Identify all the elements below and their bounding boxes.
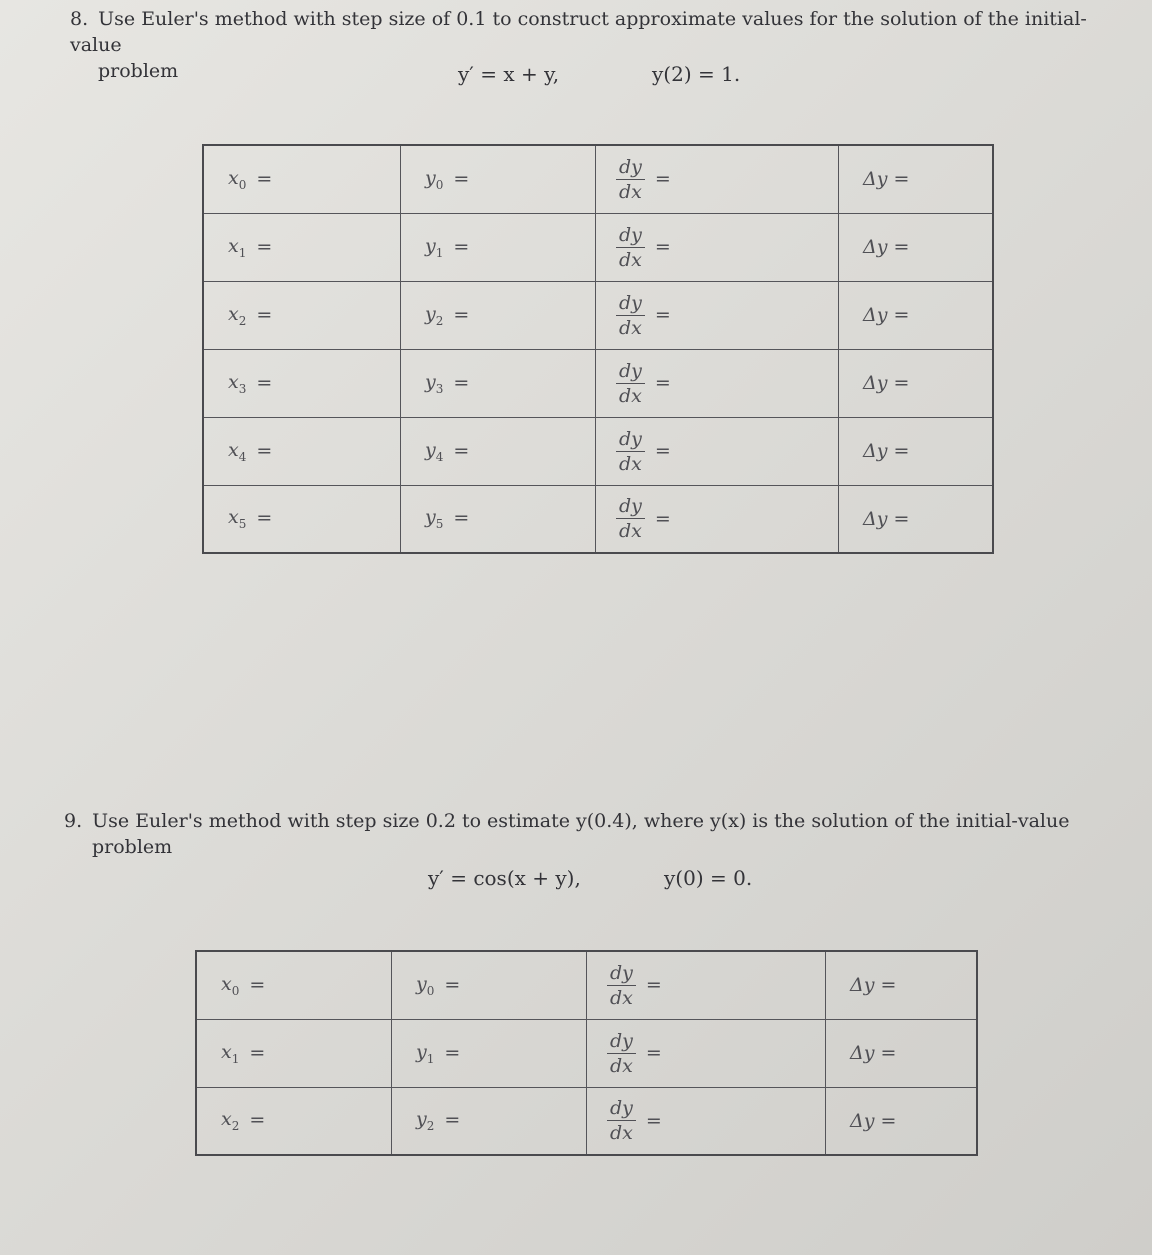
dx-denominator: dx — [619, 248, 642, 271]
y-symbol: y — [425, 166, 436, 189]
x-value-cell[interactable] — [203, 213, 401, 281]
delta-y-cell[interactable] — [839, 349, 994, 417]
dx-denominator: dx — [619, 384, 642, 407]
x-value-cell[interactable] — [203, 417, 401, 485]
dydx-cell[interactable] — [596, 349, 839, 417]
y-value-cell[interactable] — [401, 281, 596, 349]
x-label — [228, 302, 247, 328]
equals-sign: = — [453, 371, 470, 394]
y-subscript: 5 — [435, 517, 444, 532]
y-symbol: y — [416, 1040, 427, 1063]
y-subscript: 2 — [435, 313, 444, 328]
y-subscript: 0 — [426, 983, 435, 998]
x-value-cell[interactable] — [203, 281, 401, 349]
x-subscript: 4 — [238, 449, 247, 464]
dydx-fraction — [607, 962, 636, 1009]
problem-8-initial-condition: y(2) = 1. — [652, 62, 741, 86]
dydx-cell[interactable] — [587, 951, 826, 1019]
problem-8-equation — [0, 62, 1152, 92]
problem-9-text: Use Euler's method with step size 0.2 to estimate y(0.4), where y(x) is the solution of the initial-value — [92, 810, 1070, 832]
delta-y-label: Δy = — [850, 974, 897, 997]
problem-9-euler-table — [195, 950, 978, 1156]
dydx-fraction — [607, 1097, 636, 1144]
equals-sign: = — [249, 973, 266, 996]
y-label — [425, 166, 444, 192]
table-row — [203, 145, 993, 213]
equals-sign: = — [453, 507, 470, 530]
y-symbol: y — [425, 302, 436, 325]
x-value-cell[interactable] — [203, 485, 401, 553]
x-subscript: 2 — [238, 313, 247, 328]
dy-numerator: dy — [616, 156, 645, 180]
dydx-fraction — [616, 292, 645, 339]
x-label — [228, 506, 247, 532]
problem-8-euler-table — [202, 144, 994, 554]
equals-sign: = — [256, 507, 273, 530]
delta-y-cell[interactable] — [826, 1019, 978, 1087]
x-symbol: x — [228, 166, 239, 189]
dydx-cell[interactable] — [596, 281, 839, 349]
y-label — [425, 506, 444, 532]
table-row — [203, 281, 993, 349]
table-row — [203, 349, 993, 417]
equals-sign: = — [256, 235, 273, 258]
equals-sign: = — [645, 1109, 662, 1132]
equals-sign: = — [453, 167, 470, 190]
x-symbol: x — [221, 1040, 232, 1063]
equals-sign: = — [654, 507, 671, 530]
problem-8-line2: problem — [98, 60, 179, 82]
dy-numerator: dy — [616, 292, 645, 316]
equals-sign: = — [444, 973, 461, 996]
equals-sign: = — [444, 1109, 461, 1132]
x-label — [228, 438, 247, 464]
delta-y-cell[interactable] — [839, 417, 994, 485]
y-label — [425, 370, 444, 396]
dydx-fraction — [616, 428, 645, 475]
delta-y-label: Δy = — [850, 1109, 897, 1132]
dydx-cell[interactable] — [596, 485, 839, 553]
y-label — [425, 438, 444, 464]
table-row — [196, 1019, 977, 1087]
x-label — [228, 166, 247, 192]
equals-sign: = — [256, 439, 273, 462]
equals-sign: = — [654, 372, 671, 394]
equals-sign: = — [256, 303, 273, 326]
y-subscript: 4 — [435, 449, 444, 464]
x-value-cell[interactable] — [203, 349, 401, 417]
y-symbol: y — [416, 972, 427, 995]
x-symbol: x — [228, 438, 239, 461]
delta-y-cell[interactable] — [839, 281, 994, 349]
y-value-cell[interactable] — [401, 417, 596, 485]
dydx-fraction — [616, 360, 645, 407]
table-row — [196, 951, 977, 1019]
y-label — [416, 1040, 435, 1066]
x-symbol: x — [221, 1108, 232, 1131]
x-value-cell[interactable] — [203, 145, 401, 213]
dx-denominator: dx — [619, 316, 642, 339]
equals-sign: = — [256, 371, 273, 394]
x-symbol: x — [228, 506, 239, 529]
x-label — [221, 1108, 240, 1134]
y-value-cell[interactable] — [392, 951, 587, 1019]
dx-denominator: dx — [610, 1054, 633, 1077]
y-symbol: y — [425, 506, 436, 529]
table-row — [196, 1087, 977, 1155]
y-subscript: 3 — [435, 381, 444, 396]
x-subscript: 1 — [231, 1051, 240, 1066]
equals-sign: = — [654, 440, 671, 462]
y-subscript: 0 — [435, 177, 444, 192]
delta-y-cell[interactable] — [839, 145, 994, 213]
y-value-cell[interactable] — [392, 1019, 587, 1087]
y-label — [425, 234, 444, 260]
y-subscript: 1 — [435, 245, 444, 260]
dy-numerator: dy — [616, 224, 645, 248]
table-row — [203, 485, 993, 553]
x-symbol: x — [228, 302, 239, 325]
x-symbol: x — [228, 370, 239, 393]
x-subscript: 1 — [238, 245, 247, 260]
delta-y-label: Δy = — [863, 507, 910, 530]
equals-sign: = — [444, 1041, 461, 1064]
dydx-cell[interactable] — [596, 213, 839, 281]
dydx-cell[interactable] — [587, 1087, 826, 1155]
dy-numerator: dy — [616, 428, 645, 452]
y-symbol: y — [425, 438, 436, 461]
x-value-cell[interactable] — [196, 1087, 392, 1155]
equals-sign: = — [654, 168, 671, 191]
x-symbol: x — [228, 234, 239, 257]
y-symbol: y — [416, 1108, 427, 1131]
x-label — [221, 1040, 240, 1066]
dx-denominator: dx — [619, 520, 642, 543]
dydx-fraction — [616, 495, 645, 542]
problem-9-statement — [64, 808, 1124, 860]
problem-8-ode: y′ = x + y, — [458, 62, 560, 86]
equals-sign: = — [249, 1109, 266, 1132]
delta-y-label: Δy = — [850, 1042, 897, 1064]
problem-9-line2: problem — [92, 836, 173, 858]
dy-numerator: dy — [607, 1097, 636, 1121]
equals-sign: = — [645, 1042, 662, 1064]
dydx-cell[interactable] — [596, 145, 839, 213]
x-label — [221, 972, 240, 998]
equals-sign: = — [249, 1041, 266, 1064]
x-symbol: x — [221, 972, 232, 995]
equals-sign: = — [453, 303, 470, 326]
delta-y-label: Δy = — [863, 168, 910, 191]
x-subscript: 2 — [231, 1119, 240, 1134]
delta-y-cell[interactable] — [839, 213, 994, 281]
dx-denominator: dx — [619, 180, 642, 203]
table-row — [203, 213, 993, 281]
y-value-cell[interactable] — [401, 145, 596, 213]
delta-y-label: Δy = — [863, 440, 910, 462]
dx-denominator: dx — [610, 1122, 633, 1145]
y-symbol: y — [425, 370, 436, 393]
x-value-cell[interactable] — [196, 1019, 392, 1087]
equals-sign: = — [453, 235, 470, 258]
delta-y-cell[interactable] — [839, 485, 994, 553]
x-label — [228, 234, 247, 260]
equals-sign: = — [645, 974, 662, 997]
y-subscript: 2 — [426, 1119, 435, 1134]
equals-sign: = — [256, 167, 273, 190]
equals-sign: = — [654, 304, 671, 326]
dydx-cell[interactable] — [587, 1019, 826, 1087]
problem-8-line1 — [70, 6, 1130, 58]
problem-9-equation — [0, 866, 1152, 896]
y-label — [416, 1108, 435, 1134]
x-label — [228, 370, 247, 396]
table-row — [203, 417, 993, 485]
x-subscript: 3 — [238, 381, 247, 396]
problem-9-number: 9. — [64, 810, 83, 832]
dy-numerator: dy — [616, 495, 645, 519]
y-value-cell[interactable] — [392, 1087, 587, 1155]
dx-denominator: dx — [619, 452, 642, 475]
dydx-cell[interactable] — [596, 417, 839, 485]
dydx-fraction — [607, 1030, 636, 1077]
delta-y-cell[interactable] — [826, 1087, 978, 1155]
delta-y-label: Δy = — [863, 304, 910, 326]
x-value-cell[interactable] — [196, 951, 392, 1019]
dydx-fraction — [616, 156, 645, 203]
y-label — [416, 972, 435, 998]
y-value-cell[interactable] — [401, 213, 596, 281]
delta-y-label: Δy = — [863, 372, 910, 394]
dydx-fraction — [616, 224, 645, 271]
delta-y-cell[interactable] — [826, 951, 978, 1019]
y-value-cell[interactable] — [401, 349, 596, 417]
problem-9-initial-condition: y(0) = 0. — [664, 866, 753, 890]
problem-8-number: 8. — [70, 8, 89, 30]
y-symbol: y — [425, 234, 436, 257]
problem-8-text: Use Euler's method with step size of 0.1 to construct approximate values for the solution of the initial-value — [70, 8, 1087, 56]
equals-sign: = — [453, 439, 470, 462]
problem-9-ode: y′ = cos(x + y), — [428, 866, 581, 890]
y-label — [425, 302, 444, 328]
x-subscript: 0 — [231, 983, 240, 998]
delta-y-label: Δy = — [863, 236, 910, 258]
equals-sign: = — [654, 236, 671, 258]
y-value-cell[interactable] — [401, 485, 596, 553]
dy-numerator: dy — [607, 962, 636, 986]
dx-denominator: dx — [610, 986, 633, 1009]
problem-9-line1 — [64, 808, 1124, 834]
x-subscript: 5 — [238, 517, 247, 532]
dy-numerator: dy — [616, 360, 645, 384]
dy-numerator: dy — [607, 1030, 636, 1054]
y-subscript: 1 — [426, 1051, 435, 1066]
x-subscript: 0 — [238, 177, 247, 192]
